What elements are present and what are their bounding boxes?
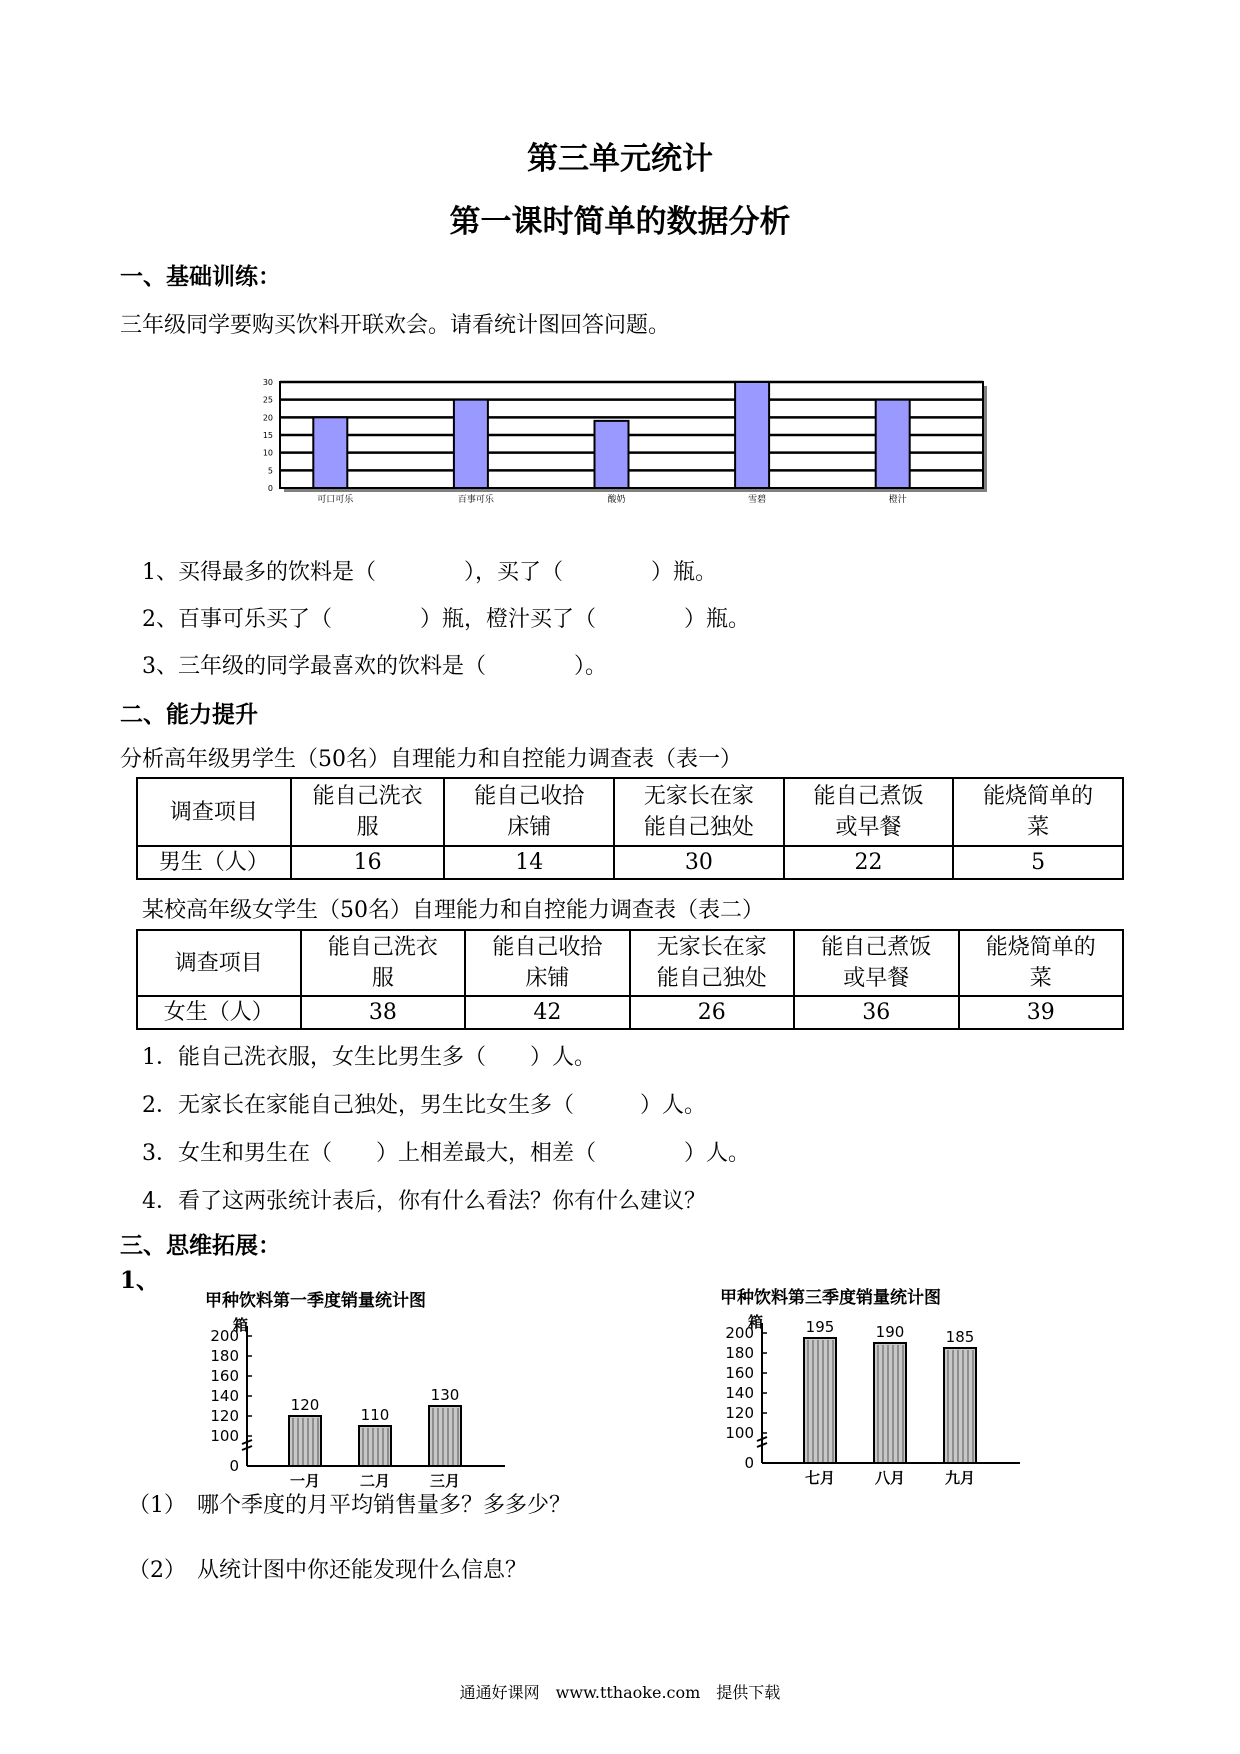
section2-question-2: 2．无家长在家能自己独处，男生比女生多（ ）人。 — [142, 1093, 706, 1118]
y-tick-label: 0 — [229, 1457, 239, 1475]
table-cell: 22 — [784, 846, 954, 879]
y-tick-label: 160 — [725, 1364, 754, 1382]
bar — [359, 1426, 391, 1466]
table2-caption: 某校高年级女学生（50名）自理能力和自控能力调查表（表二） — [142, 898, 764, 923]
y-tick-label: 0 — [267, 484, 273, 493]
y-tick-label: 30 — [262, 378, 273, 387]
section3-question-1: （1） 哪个季度的月平均销售量多？多多少？ — [128, 1493, 571, 1518]
data-label: 190 — [875, 1323, 905, 1341]
column-header: 能自己洗衣 服 — [301, 930, 465, 996]
y-tick-label: 20 — [262, 413, 273, 423]
bar — [289, 1416, 321, 1466]
y-axis-unit: 箱 — [233, 1316, 249, 1334]
bar — [313, 417, 347, 488]
y-tick-label: 140 — [210, 1387, 239, 1405]
section3-item-number: 1、 — [120, 1267, 160, 1294]
data-label: 130 — [430, 1386, 460, 1404]
y-tick-label: 120 — [725, 1404, 754, 1422]
section1-question-3: 3、三年级的同学最喜欢的饮料是（ ）。 — [142, 654, 607, 679]
boys-survey-table — [136, 777, 1124, 880]
x-tick-label: 百事可乐 — [457, 495, 494, 505]
table-header-label: 调查项目 — [137, 930, 301, 996]
y-axis-unit: 箱 — [748, 1313, 764, 1331]
y-tick-label: 120 — [210, 1407, 239, 1425]
y-tick-label: 100 — [725, 1424, 754, 1442]
bar — [876, 400, 910, 488]
section1-question-2: 2、百事可乐买了（ ）瓶，橙汁买了（ ）瓶。 — [142, 607, 750, 632]
y-tick-label: 0 — [744, 1454, 754, 1472]
y-tick-label: 180 — [210, 1347, 239, 1365]
bar — [874, 1343, 906, 1463]
section-heading-ability: 二、能力提升 — [120, 701, 258, 728]
column-header: 能自己收拾 床铺 — [444, 778, 614, 846]
y-tick-label: 200 — [725, 1324, 754, 1342]
x-tick-label: 雪碧 — [748, 495, 767, 505]
y-tick-label: 25 — [262, 395, 273, 405]
page-title: 第三单元统计 — [527, 141, 713, 177]
table-header-label: 调查项目 — [137, 778, 291, 846]
bar — [944, 1348, 976, 1463]
x-tick-label: 二月 — [359, 1472, 391, 1490]
section-heading-basic: 一、基础训练： — [120, 263, 281, 290]
column-header: 无家长在家 能自己独处 — [630, 930, 794, 996]
table1-caption: 分析高年级男学生（50名）自理能力和自控能力调查表（表一） — [120, 747, 742, 772]
bar — [454, 400, 488, 488]
chart-title: 甲种饮料第三季度销量统计图 — [720, 1288, 941, 1308]
table-cell: 38 — [301, 996, 465, 1029]
q1-sales-bar-chart — [185, 1288, 585, 1490]
section1-intro: 三年级同学要购买饮料开联欢会。请看统计图回答问题。 — [120, 313, 671, 338]
data-label: 110 — [360, 1406, 390, 1424]
girls-survey-table — [136, 929, 1124, 1030]
column-header: 能自己煮饭 或早餐 — [784, 778, 954, 846]
row-label-boys: 男生（人） — [137, 846, 291, 879]
chart-title: 甲种饮料第一季度销量统计图 — [205, 1291, 426, 1311]
section3-question-2: （2） 从统计图中你还能发现什么信息？ — [128, 1558, 527, 1583]
column-header: 能自己洗衣 服 — [291, 778, 445, 846]
y-tick-label: 160 — [210, 1367, 239, 1385]
column-header: 无家长在家 能自己独处 — [614, 778, 784, 846]
x-tick-label: 八月 — [874, 1469, 906, 1487]
bar — [429, 1406, 461, 1466]
column-header: 能自己收拾 床铺 — [465, 930, 629, 996]
table-cell: 30 — [614, 846, 784, 879]
section2-question-1: 1．能自己洗衣服，女生比男生多（ ）人。 — [142, 1045, 596, 1070]
y-tick-label: 15 — [262, 431, 273, 440]
y-tick-label: 180 — [725, 1344, 754, 1362]
x-tick-label: 橙汁 — [888, 495, 907, 505]
x-tick-label: 三月 — [429, 1472, 461, 1490]
section2-question-3: 3．女生和男生在（ ）上相差最大，相差（ ）人。 — [142, 1141, 750, 1166]
y-tick-label: 100 — [210, 1427, 239, 1445]
column-header: 能烧简单的 菜 — [959, 930, 1124, 996]
table-cell: 5 — [953, 846, 1123, 879]
x-tick-label: 九月 — [944, 1469, 976, 1487]
bar — [595, 421, 629, 488]
table-cell: 16 — [291, 846, 445, 879]
y-tick-label: 5 — [267, 466, 273, 476]
section-heading-thinking: 三、思维拓展： — [120, 1232, 281, 1259]
section1-question-1: 1、买得最多的饮料是（ ），买了（ ）瓶。 — [142, 560, 717, 585]
row-label-girls: 女生（人） — [137, 996, 301, 1029]
bar — [735, 382, 769, 488]
q3-sales-bar-chart — [700, 1285, 1100, 1487]
y-tick-label: 10 — [262, 448, 273, 458]
footer-credit: 通通好课网 www.tthaoke.com 提供下载 — [459, 1683, 781, 1702]
section2-question-4: 4．看了这两张统计表后，你有什么看法？你有什么建议？ — [142, 1189, 706, 1214]
table-cell: 26 — [630, 996, 794, 1029]
y-tick-label: 140 — [725, 1384, 754, 1402]
table-cell: 14 — [444, 846, 614, 879]
column-header: 能自己煮饭 或早餐 — [794, 930, 958, 996]
data-label: 185 — [945, 1328, 975, 1346]
column-header: 能烧简单的 菜 — [953, 778, 1123, 846]
data-label: 195 — [805, 1318, 835, 1336]
table-cell: 42 — [465, 996, 629, 1029]
x-tick-label: 酸奶 — [607, 495, 626, 505]
bar — [804, 1338, 836, 1463]
table-cell: 39 — [959, 996, 1124, 1029]
page-subtitle: 第一课时简单的数据分析 — [449, 204, 791, 240]
x-tick-label: 七月 — [804, 1469, 836, 1487]
y-tick-label: 200 — [210, 1327, 239, 1345]
table-cell: 36 — [794, 996, 958, 1029]
data-label: 120 — [290, 1396, 320, 1414]
drinks-bar-chart — [250, 372, 990, 507]
x-tick-label: 一月 — [289, 1472, 321, 1490]
x-tick-label: 可口可乐 — [317, 495, 354, 505]
